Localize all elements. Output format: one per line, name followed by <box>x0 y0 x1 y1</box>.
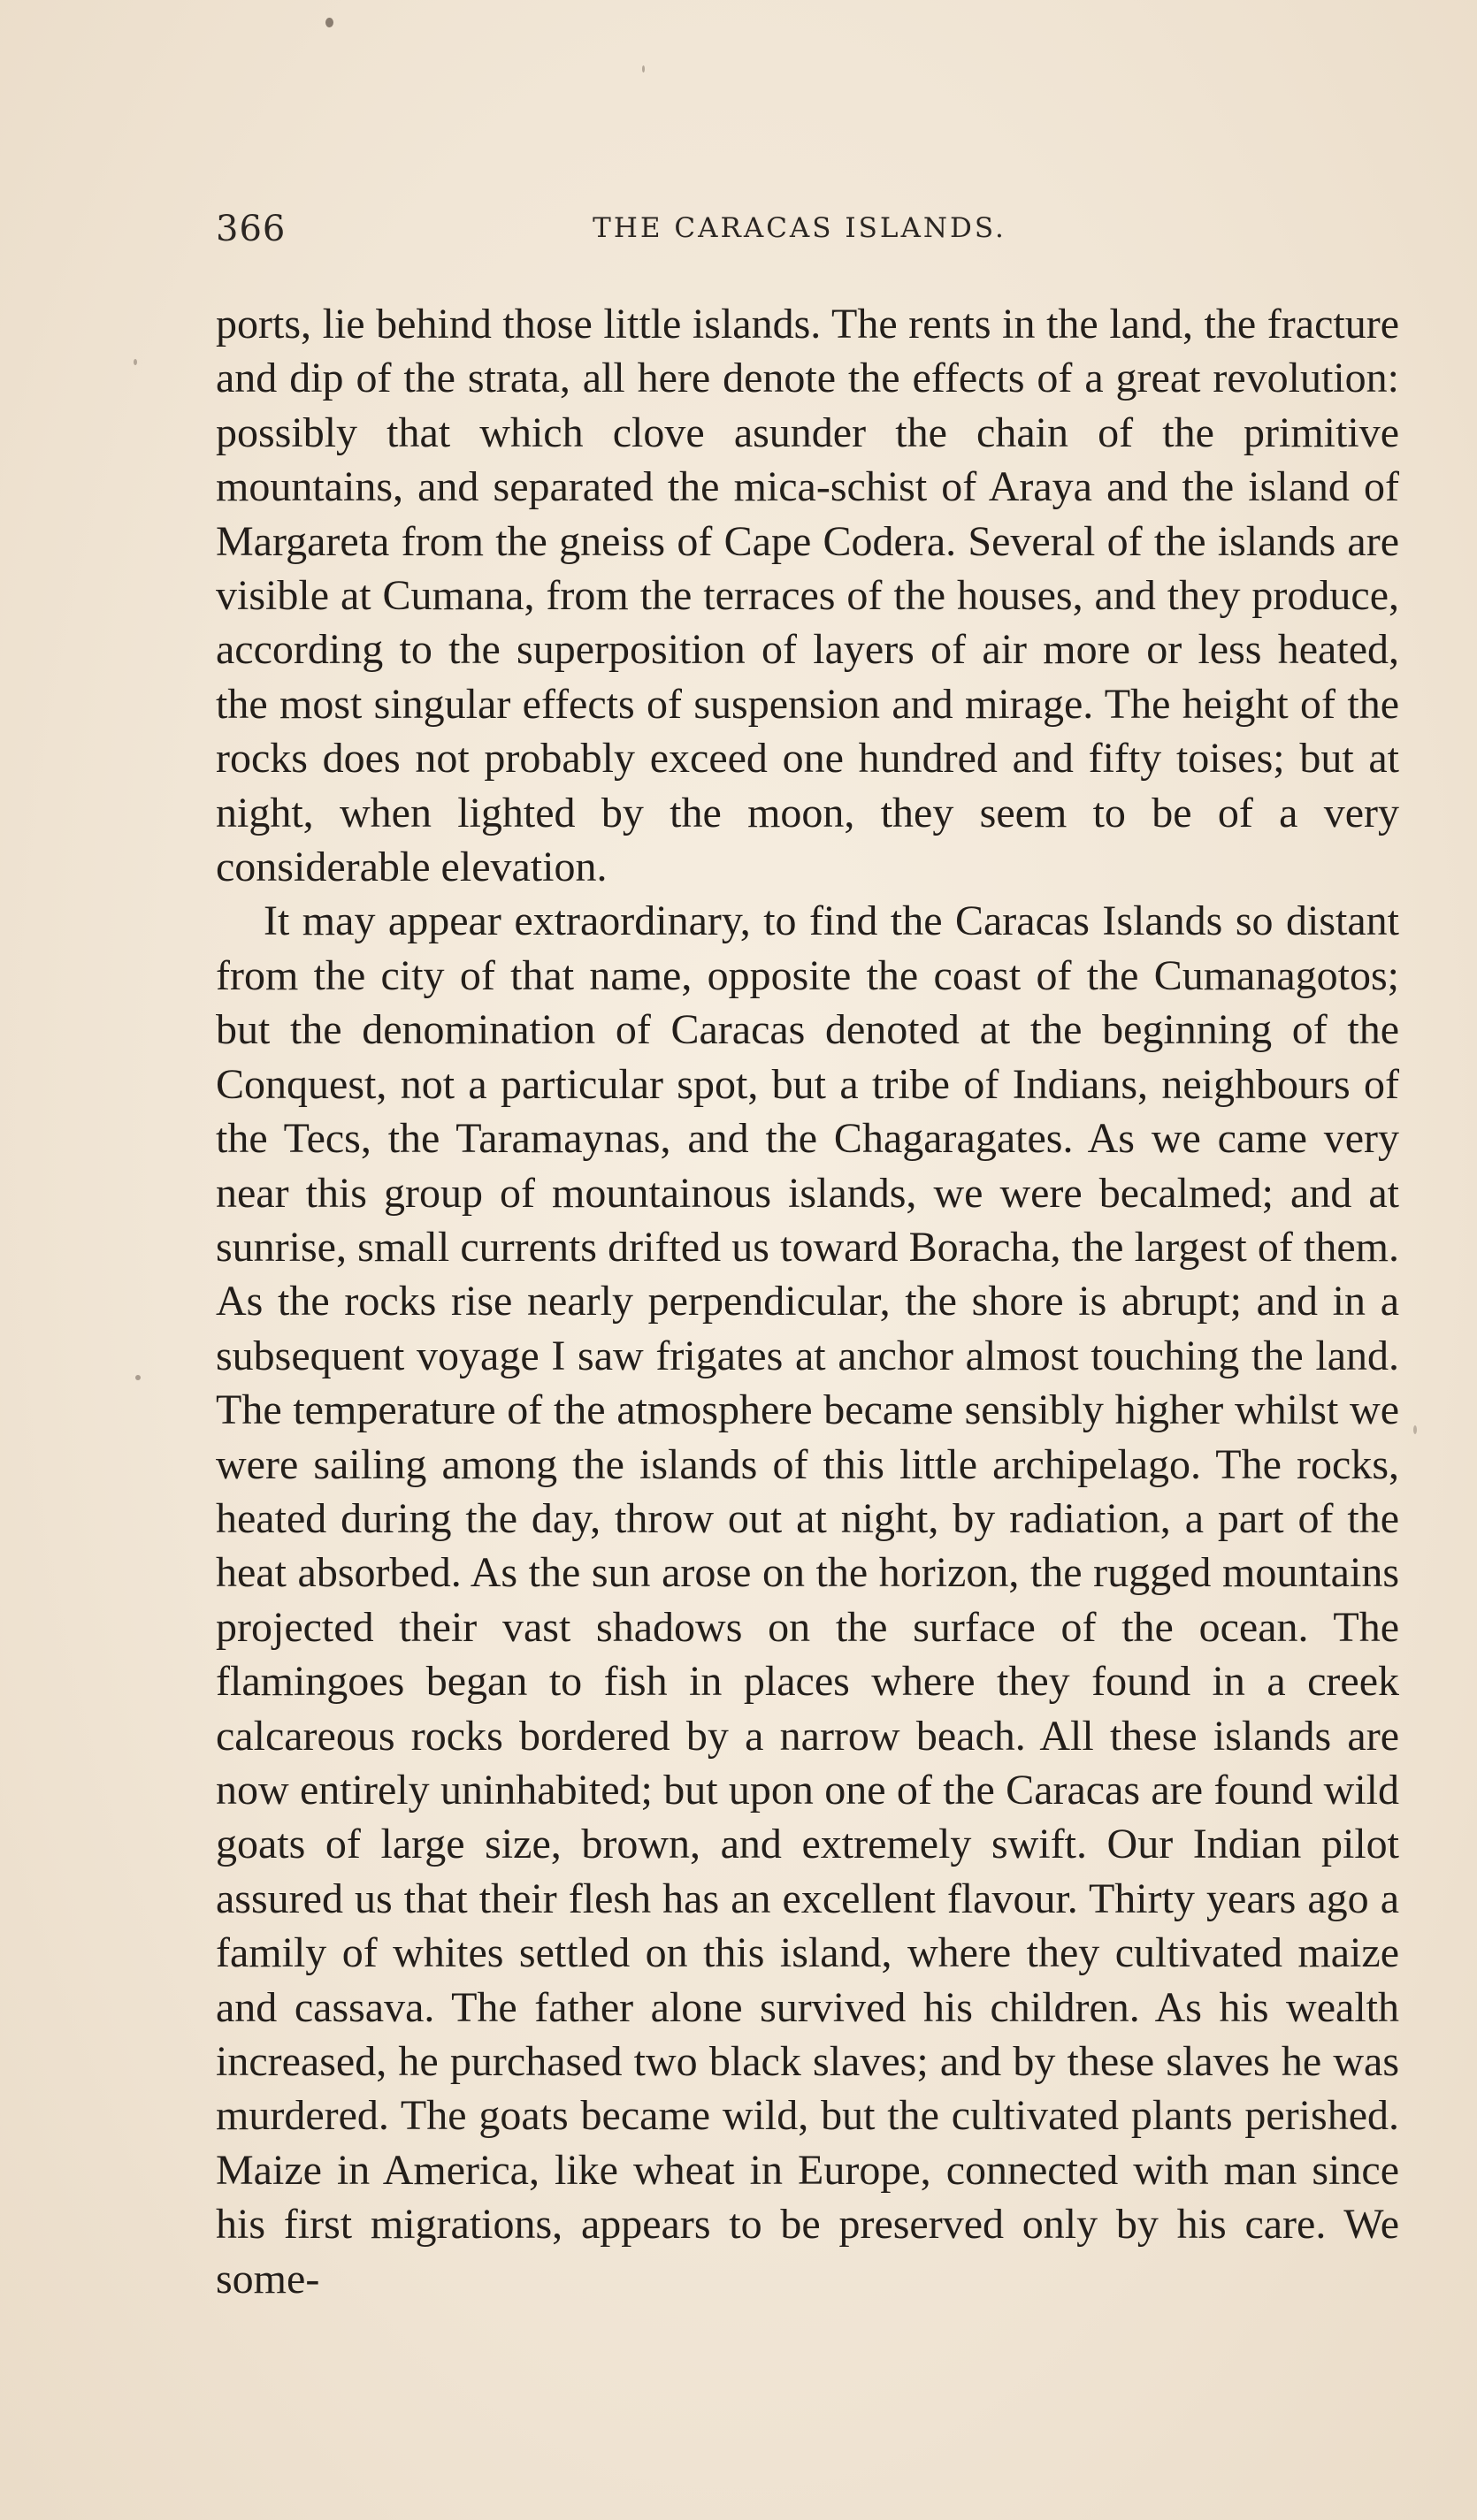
body-text <box>216 297 1399 2306</box>
paper-speck <box>1413 1425 1417 1434</box>
paragraph-continued: ports, lie behind those little islands. The rents in the land, the fracture and dip of the strata, all here denote the effects of a great revolution: possibly that which clove asunder the chain of the primitive mountains, and separated the mica-schist of Araya and the island of Margareta from the gneiss of Cape Codera. Several of the islands are visible at Cumana, from the terraces of the houses, and they produce, according to the superposition of layers of air more or less heated, the most singular effects of suspension and mirage. The height of the rocks does not probably exceed one hundred and fifty toises; but at night, when lighted by the moon, they seem to be of a very considerable elevation. <box>216 301 1399 891</box>
page-number: 366 <box>216 209 287 249</box>
paper-speck <box>134 359 137 365</box>
paper-speck <box>135 1375 141 1380</box>
page-header <box>216 209 1383 262</box>
paper-speck <box>642 65 645 73</box>
paragraph-caracas: It may appear extraordinary, to find the Caracas Islands so distant from the city of that name, opposite the coast of the Cumanagotos; but the denomination of Caracas denoted at the beginning of the Conquest, not a particular spot, but a tribe of Indians, neighbours of the Tecs, the Taramaynas, and the Chagaragates. As we came very near this group of mountainous islands, we were becalmed; and at sunrise, small currents drifted us toward Boracha, the largest of them. As the rocks rise nearly perpendicular, the shore is abrupt; and in a subsequent voyage I saw frigates at anchor almost touching the land. The temperature of the atmosphere became sensibly higher whilst we were sailing among the islands of this little archipelago. The rocks, heated during the day, throw out at night, by radiation, a part of the heat absorbed. As the sun arose on the horizon, the rugged mountains projected their vast shadows on the surface of the ocean. The flamingoes began to fish in places where they found in a creek calcareous rocks bordered by a narrow beach. All these islands are now entirely uninhabited; but upon one of the Caracas are found wild goats of large size, brown, and extremely swift. Our Indian pilot assured us that their flesh has an excellent flavour. Thirty years ago a family of whites settled on this island, where they cultivated maize and cassava. The father alone survived his children. As his wealth increased, he purchased two black slaves; and by these slaves he was murdered. The goats became wild, but the cultivated plants perished. Maize in America, like wheat in Europe, connected with man since his first migrations, appears to be preserved only by his care. We some- <box>216 897 1399 2302</box>
running-title: THE CARACAS ISLANDS. <box>593 212 1006 244</box>
paper-speck <box>325 18 333 27</box>
